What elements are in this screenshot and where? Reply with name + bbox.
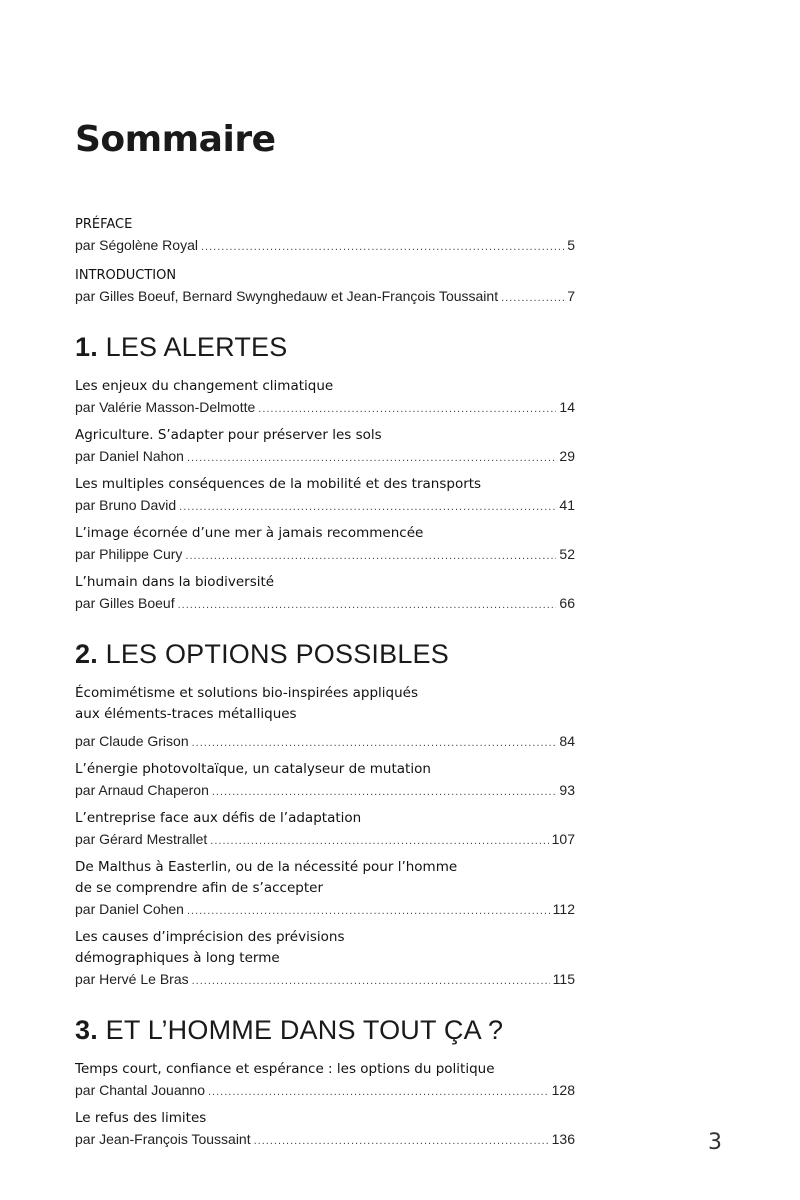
toc-entry[interactable] bbox=[75, 1059, 575, 1102]
entry-author: par Arnaud Chaperon bbox=[75, 782, 209, 798]
section-heading bbox=[75, 1013, 575, 1047]
entry-page-number: 107 bbox=[551, 831, 575, 847]
section-number: 3. bbox=[75, 1015, 98, 1045]
toc-entry[interactable] bbox=[75, 927, 575, 991]
table-of-contents bbox=[75, 118, 575, 1157]
toc-entry[interactable] bbox=[75, 808, 575, 851]
dot-leader bbox=[258, 399, 556, 419]
entry-title: L’image écornée d’une mer à jamais recommencée bbox=[75, 525, 424, 541]
entry-title-continued: de se comprendre afin de s’accepter bbox=[75, 880, 323, 896]
dot-leader bbox=[254, 1131, 549, 1151]
dot-leader bbox=[201, 237, 564, 257]
entry-line bbox=[75, 731, 575, 753]
toc-entry[interactable] bbox=[75, 683, 575, 753]
entry-title: L’entreprise face aux défis de l’adaptation bbox=[75, 810, 362, 826]
entry-line bbox=[75, 969, 575, 991]
entry-page-number: 5 bbox=[567, 237, 575, 253]
entry-title-continued: démographiques à long terme bbox=[75, 950, 280, 966]
entry-title: L’humain dans la biodiversité bbox=[75, 574, 275, 590]
entry-page-number: 41 bbox=[559, 497, 575, 513]
toc-entry-preface[interactable] bbox=[75, 214, 575, 257]
section-name: LES ALERTES bbox=[105, 332, 288, 362]
entry-author: par Claude Grison bbox=[75, 733, 189, 749]
entry-author: par Daniel Nahon bbox=[75, 448, 184, 464]
section-1 bbox=[75, 330, 575, 615]
entry-line bbox=[75, 829, 575, 851]
page-number: 3 bbox=[708, 1130, 722, 1155]
entry-line bbox=[75, 780, 575, 802]
front-matter bbox=[75, 214, 575, 308]
entry-page-number: 93 bbox=[559, 782, 575, 798]
entry-line bbox=[75, 446, 575, 468]
section-heading bbox=[75, 330, 575, 364]
entry-line bbox=[75, 899, 575, 921]
entry-line bbox=[75, 495, 575, 517]
entry-title: Les multiples conséquences de la mobilité et des transports bbox=[75, 476, 482, 492]
entry-title: INTRODUCTION bbox=[75, 268, 177, 283]
toc-entry[interactable] bbox=[75, 759, 575, 802]
section-3 bbox=[75, 1013, 575, 1151]
entry-author: par Gilles Boeuf bbox=[75, 595, 175, 611]
toc-entry[interactable] bbox=[75, 474, 575, 517]
entry-author: par Gilles Boeuf, Bernard Swynghedauw et Jean-François Toussaint bbox=[75, 288, 499, 304]
entry-page-number: 84 bbox=[559, 733, 575, 749]
toc-entry-introduction[interactable] bbox=[75, 265, 575, 308]
dot-leader bbox=[187, 901, 550, 921]
entry-line bbox=[75, 593, 575, 615]
entry-title: L’énergie photovoltaïque, un catalyseur de mutation bbox=[75, 761, 431, 777]
entry-page-number: 115 bbox=[552, 971, 575, 987]
dot-leader bbox=[185, 546, 556, 566]
section-number: 1. bbox=[75, 332, 98, 362]
dot-leader bbox=[192, 971, 550, 991]
entry-author: par Gérard Mestrallet bbox=[75, 831, 208, 847]
entry-title: Écomimétisme et solutions bio-inspirées appliqués bbox=[75, 685, 418, 701]
entry-page-number: 14 bbox=[559, 399, 575, 415]
entry-title: Le refus des limites bbox=[75, 1110, 207, 1126]
entry-page-number: 128 bbox=[551, 1082, 575, 1098]
entry-line bbox=[75, 1129, 575, 1151]
entry-title: Les enjeux du changement climatique bbox=[75, 378, 334, 394]
dot-leader bbox=[187, 448, 556, 468]
entry-author: par Chantal Jouanno bbox=[75, 1082, 205, 1098]
toc-entry[interactable] bbox=[75, 425, 575, 468]
dot-leader bbox=[179, 497, 556, 517]
dot-leader bbox=[210, 831, 548, 851]
dot-leader bbox=[208, 1082, 549, 1102]
entry-title: Temps court, confiance et espérance : les options du politique bbox=[75, 1061, 495, 1077]
dot-leader bbox=[192, 733, 557, 753]
dot-leader bbox=[501, 288, 564, 308]
section-name: LES OPTIONS POSSIBLES bbox=[105, 639, 449, 669]
entry-title-continued: aux éléments-traces métalliques bbox=[75, 706, 297, 722]
entry-title: Agriculture. S’adapter pour préserver les sols bbox=[75, 427, 382, 443]
section-number: 2. bbox=[75, 639, 98, 669]
entry-page-number: 136 bbox=[551, 1131, 575, 1147]
entry-line bbox=[75, 397, 575, 419]
section-2 bbox=[75, 637, 575, 991]
entry-author: par Ségolène Royal bbox=[75, 237, 198, 253]
toc-entry[interactable] bbox=[75, 523, 575, 566]
toc-entry[interactable] bbox=[75, 1108, 575, 1151]
entry-line bbox=[75, 1080, 575, 1102]
entry-page-number: 66 bbox=[559, 595, 575, 611]
entry-author: par Daniel Cohen bbox=[75, 901, 184, 917]
section-heading bbox=[75, 637, 575, 671]
entry-page-number: 29 bbox=[559, 448, 575, 464]
entry-page-number: 52 bbox=[559, 546, 575, 562]
entry-line bbox=[75, 544, 575, 566]
entry-line bbox=[75, 286, 575, 308]
entry-page-number: 7 bbox=[567, 288, 575, 304]
entry-author: par Hervé Le Bras bbox=[75, 971, 189, 987]
entry-page-number: 112 bbox=[552, 901, 575, 917]
toc-entry[interactable] bbox=[75, 572, 575, 615]
toc-entry[interactable] bbox=[75, 376, 575, 419]
entry-author: par Philippe Cury bbox=[75, 546, 183, 562]
dot-leader bbox=[178, 595, 557, 615]
entry-title: PRÉFACE bbox=[75, 217, 133, 232]
entry-title: Les causes d’imprécision des prévisions bbox=[75, 929, 345, 945]
entry-line bbox=[75, 235, 575, 257]
entry-author: par Jean-François Toussaint bbox=[75, 1131, 251, 1147]
entry-title: De Malthus à Easterlin, ou de la nécessité pour l’homme bbox=[75, 859, 458, 875]
entry-author: par Valérie Masson-Delmotte bbox=[75, 399, 256, 415]
dot-leader bbox=[212, 782, 557, 802]
toc-entry[interactable] bbox=[75, 857, 575, 921]
page-title: Sommaire bbox=[75, 119, 276, 160]
entry-author: par Bruno David bbox=[75, 497, 177, 513]
section-name: ET L’HOMME DANS TOUT ÇA ? bbox=[105, 1015, 504, 1045]
